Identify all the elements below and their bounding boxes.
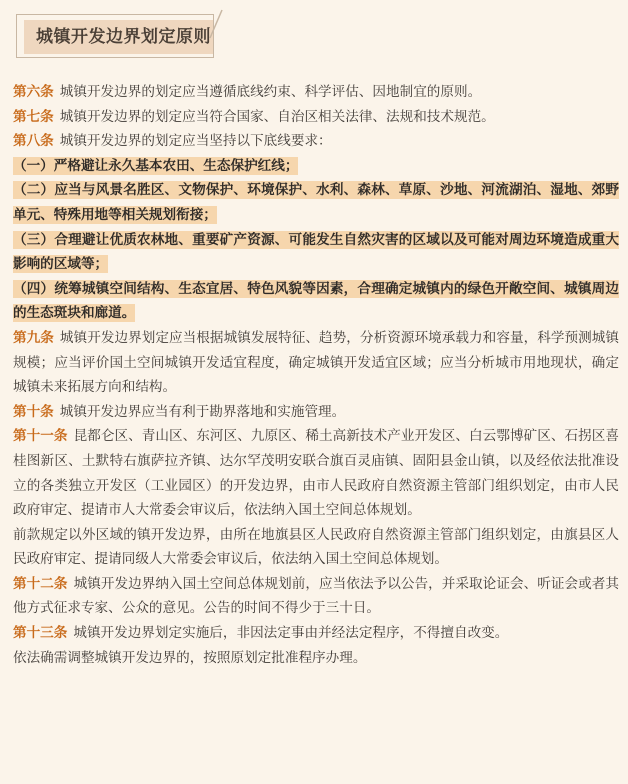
article-tag: 第十三条	[13, 625, 68, 642]
article-13-paragraph-2	[13, 646, 619, 671]
article-text: 昆都仑区、青山区、东河区、九原区、稀土高新技术产业开发区、白云鄂博矿区、石拐区喜桂图新区、土默特右旗萨拉齐镇、达尔罕茂明安联合旗百灵庙镇、固阳县金山镇，以及经依法批准设立的各类独立开发区（工业园区）的开发边界，由市人民政府自然资源主管部门组织划定，由市人民政府审定、提请市人大常委会审议后，依法纳入国土空间总体规划。	[13, 428, 620, 519]
article-text: 前款规定以外区域的镇开发边界，由所在地旗县区人民政府自然资源主管部门组织划定，由旗县区人民政府审定、提请同级人大常委会审议后，依法纳入国土空间总体规划。	[13, 526, 619, 568]
article-12	[13, 572, 619, 621]
regulation-body	[13, 80, 619, 670]
article-11-paragraph-2	[13, 523, 619, 572]
requirement-item-3	[13, 228, 619, 277]
article-tag: 第六条	[13, 84, 54, 100]
article-13	[13, 621, 619, 646]
article-tag: 第九条	[13, 329, 54, 346]
page-title: 城镇开发边界划定原则	[36, 27, 211, 47]
article-tag: 第十条	[13, 403, 54, 420]
highlighted-text: （四）统筹城镇空间结构、生态宜居、特色风貌等因素，合理确定城镇内的绿色开敞空间、城镇周边的生态斑块和廊道。	[13, 280, 619, 322]
article-6	[13, 80, 619, 105]
article-tag: 第八条	[13, 133, 54, 150]
slash-decoration-icon	[208, 8, 226, 64]
article-tag: 第十二条	[13, 575, 68, 592]
article-7	[13, 105, 619, 130]
requirement-item-1	[13, 154, 619, 179]
highlighted-text: （一）严格避让永久基本农田、生态保护红线；	[13, 157, 299, 174]
article-text: 城镇开发边界应当有利于勘界落地和实施管理。	[59, 403, 346, 420]
article-10	[13, 400, 619, 425]
article-tag: 第十一条	[13, 428, 68, 445]
article-8	[13, 129, 619, 154]
article-tag: 第七条	[13, 108, 54, 125]
article-text: 城镇开发边界纳入国土空间总体规划前，应当依法予以公告，并采取论证会、听证会或者其他方式征求专家、公众的意见。公告的时间不得少于三十日。	[13, 575, 620, 617]
highlighted-text: （二）应当与风景名胜区、文物保护、环境保护、水利、森林、草原、沙地、河流湖泊、湿地、郊野单元、特殊用地等相关规划衔接；	[13, 182, 619, 223]
requirement-item-2	[13, 178, 619, 227]
title-banner	[12, 8, 224, 64]
article-text: 城镇开发边界的划定应当符合国家、自治区相关法律、法规和技术规范。	[59, 108, 495, 125]
article-text: 城镇开发边界划定应当根据城镇发展特征、趋势，分析资源环境承载力和容量，科学预测城镇规模；应当评价国土空间城镇开发适宜程度，确定城镇开发适宜区域；应当分析城市用地现状，确定城镇未来拓展方向和结构。	[13, 329, 620, 396]
highlighted-text: （三）合理避让优质农林地、重要矿产资源、可能发生自然灾害的区域以及可能对周边环境造成重大影响的区域等；	[13, 231, 619, 273]
article-9	[13, 326, 619, 400]
article-text: 依法确需调整城镇开发边界的，按照原划定批准程序办理。	[13, 649, 367, 666]
article-text: 城镇开发边界划定实施后，非因法定事由并经法定程序，不得擅自改变。	[73, 625, 509, 642]
article-11	[13, 424, 619, 522]
article-text: 城镇开发边界的划定应当坚持以下底线要求：	[59, 133, 332, 150]
requirement-item-4	[13, 277, 619, 326]
article-text: 城镇开发边界的划定应当遵循底线约束、科学评估、因地制宜的原则。	[59, 84, 482, 100]
